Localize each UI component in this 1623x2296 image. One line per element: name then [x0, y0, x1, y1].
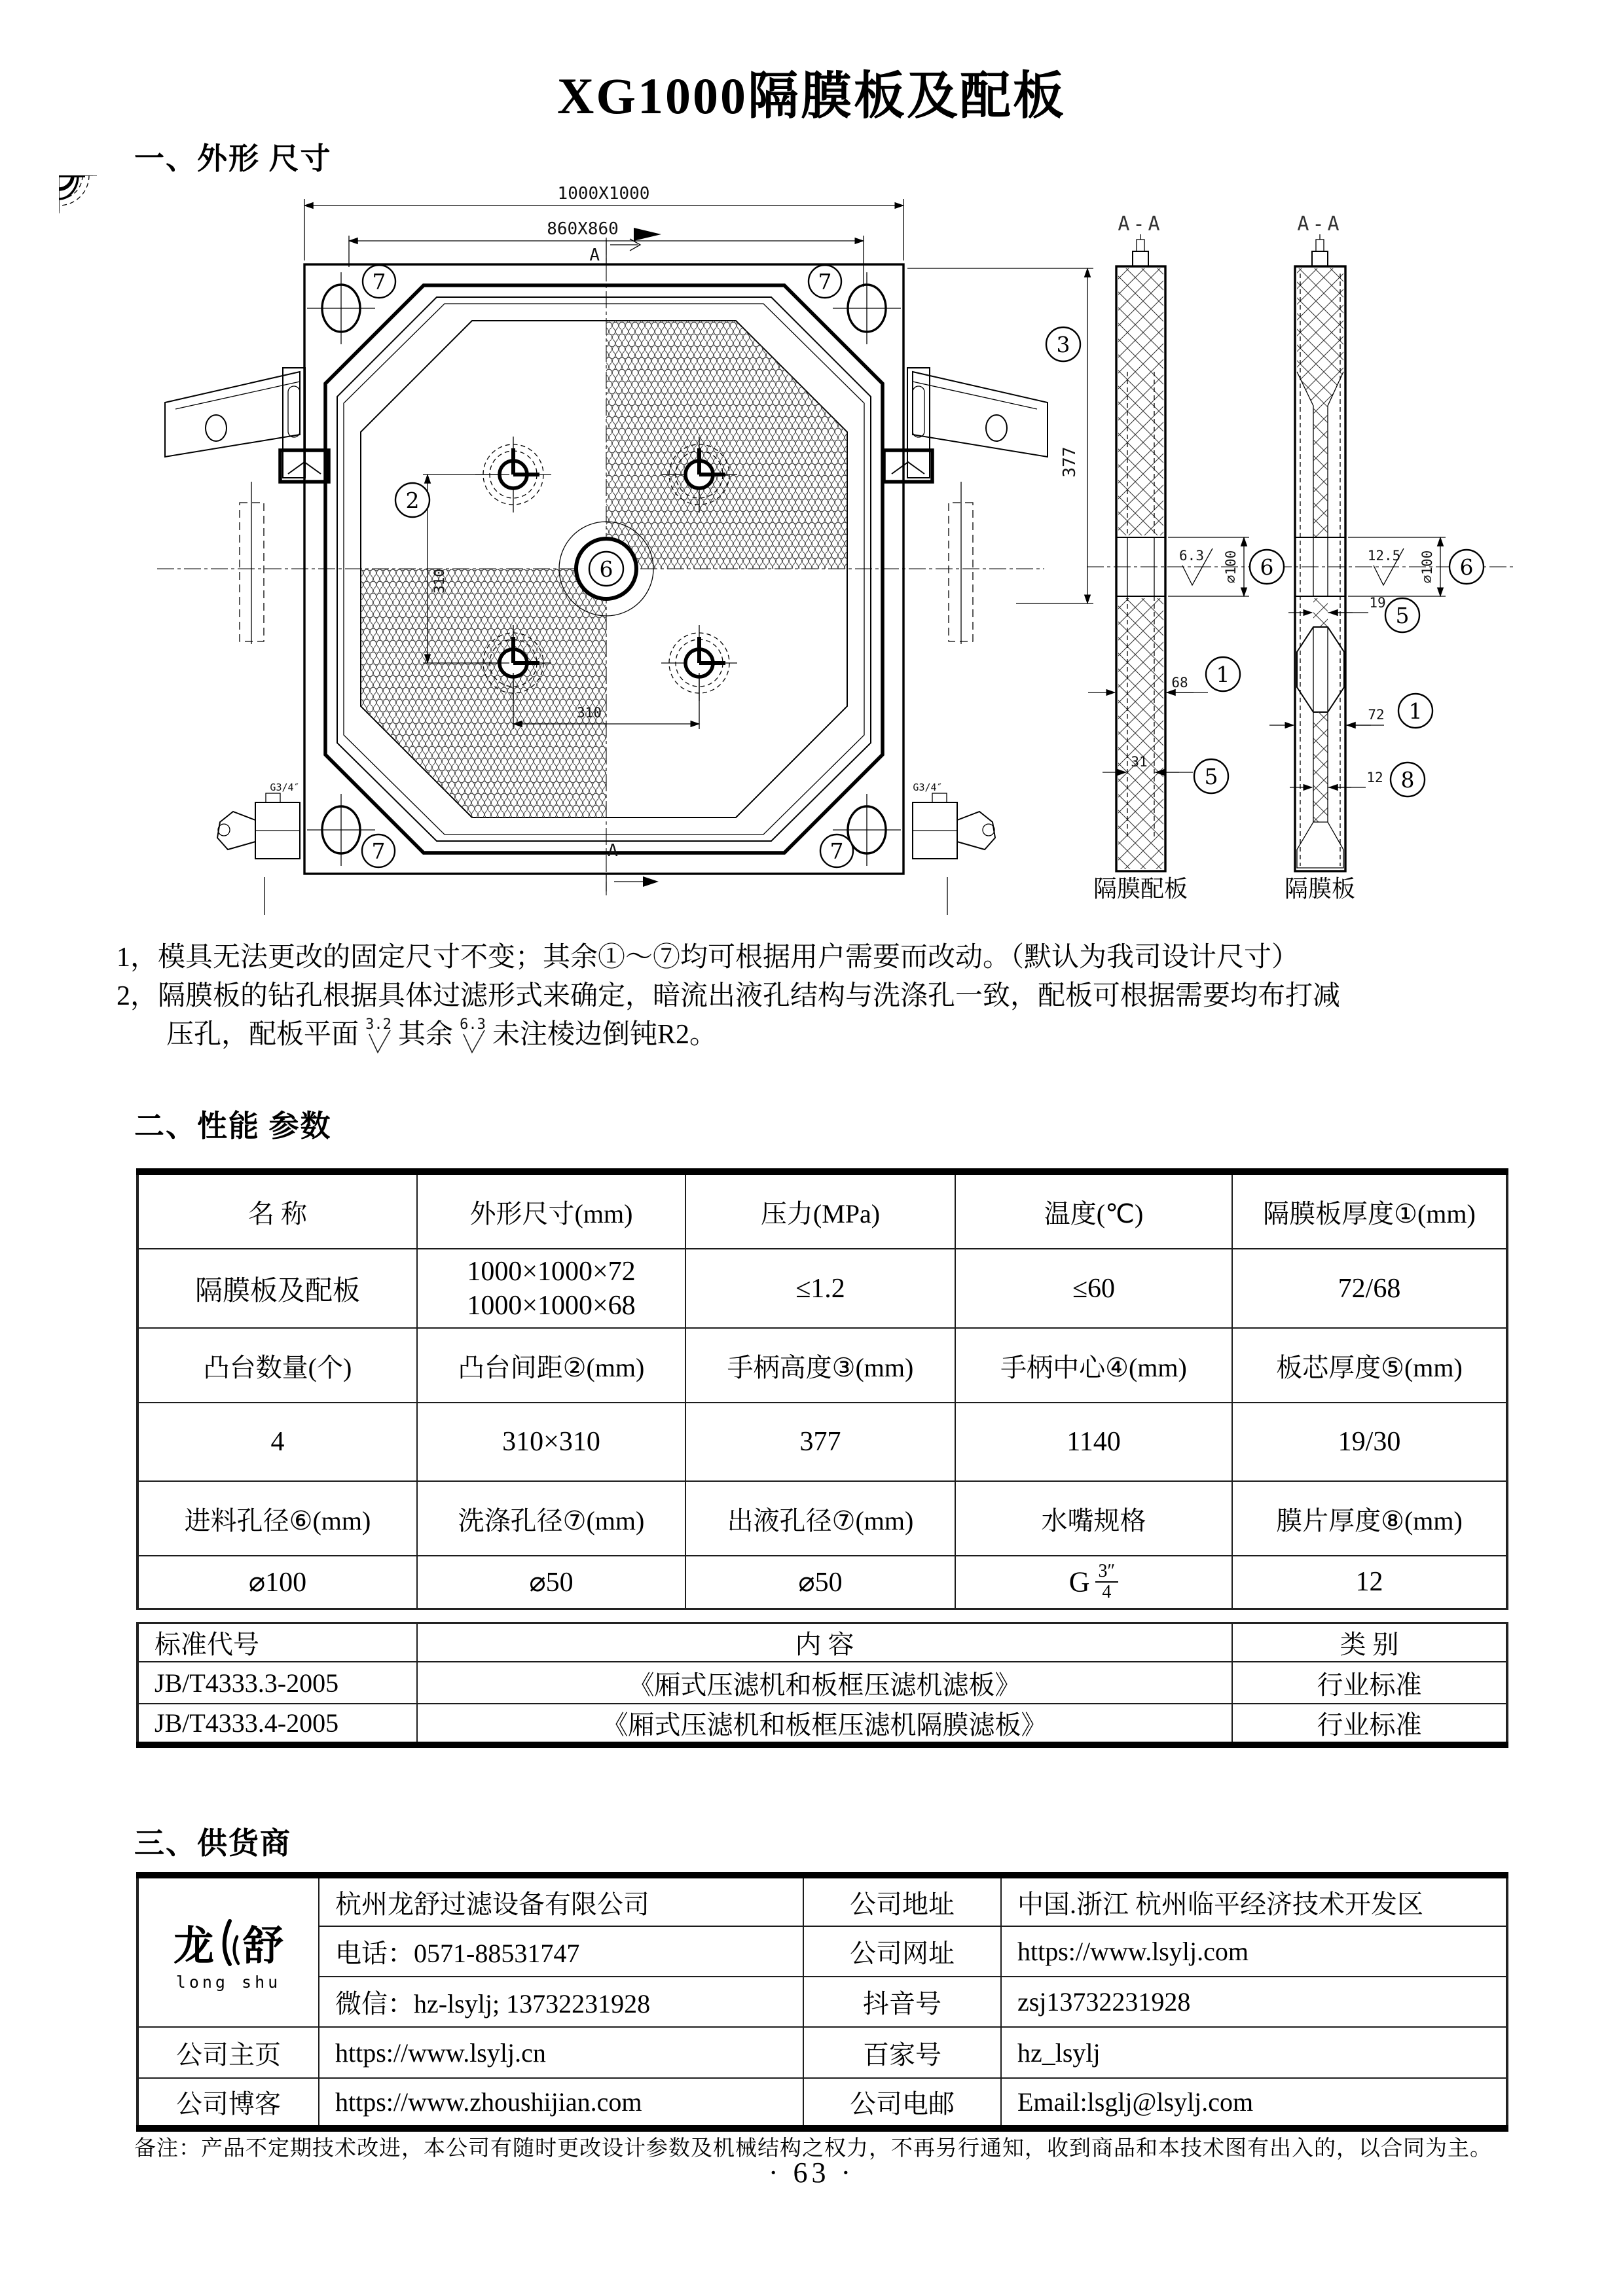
- parameter-table: [136, 1168, 1508, 1610]
- svg-text:2: 2: [405, 488, 420, 513]
- param-header-cell: 膜片厚度⑧(mm): [1232, 1481, 1507, 1556]
- section-mark-bottom: [606, 841, 659, 891]
- param-header-cell: 凸台数量(个): [137, 1328, 417, 1403]
- logo-char: 龙: [173, 1924, 214, 1969]
- param-header-cell: 手柄高度③(mm): [685, 1328, 955, 1403]
- balloon-5: [1194, 759, 1228, 793]
- balloon-6: [589, 552, 623, 586]
- balloon-3: [1046, 327, 1080, 361]
- phone-value: 电话：0571-88531747: [319, 1926, 803, 1977]
- douyin-value: zsj13732231928: [1001, 1977, 1507, 2027]
- svg-text:68: 68: [1171, 675, 1188, 691]
- std-content-cell: 《厢式压滤机和板框压滤机滤板》: [417, 1662, 1232, 1704]
- table-row: [137, 2027, 1507, 2078]
- logo-swoosh-icon: [215, 1918, 242, 1967]
- company-name: 杭州龙舒过滤设备有限公司: [319, 1875, 803, 1926]
- svg-text:A-A: A-A: [1118, 213, 1163, 236]
- homepage-value: https://www.lsylj.cn: [319, 2027, 803, 2078]
- svg-text:A-A: A-A: [1297, 213, 1343, 236]
- svg-text:⌀100: ⌀100: [1223, 550, 1239, 584]
- nozzle-spec-left: G3/4″: [270, 781, 300, 793]
- surface-finish-icon: [457, 1017, 488, 1056]
- section-heading-dimensions: 一、外形 尺寸: [134, 142, 332, 175]
- douyin-label: 抖音号: [803, 1977, 1001, 2027]
- svg-text:⌀100: ⌀100: [1419, 550, 1435, 584]
- param-header-cell: 进料孔径⑥(mm): [137, 1481, 417, 1556]
- param-value-cell: 1140: [955, 1403, 1232, 1481]
- svg-text:6: 6: [599, 556, 613, 582]
- svg-text:72: 72: [1368, 707, 1385, 723]
- standards-table: [136, 1622, 1508, 1748]
- std-code-cell: JB/T4333.4-2005: [137, 1704, 417, 1745]
- std-header-cell: 内 容: [417, 1623, 1232, 1662]
- std-category-cell: 行业标准: [1232, 1662, 1507, 1704]
- balloon-8: [1391, 762, 1425, 797]
- website-label: 公司网址: [803, 1926, 1001, 1977]
- svg-text:310: 310: [577, 705, 602, 721]
- table-row: [137, 1875, 1507, 1926]
- param-value-cell: ≤1.2: [685, 1249, 955, 1328]
- balloon-5: [1385, 598, 1419, 632]
- section-view-plain-plate: [1088, 213, 1249, 902]
- note-line-3-post: 未注棱边倒钝R2。: [492, 1020, 718, 1050]
- svg-text:31: 31: [1131, 754, 1148, 770]
- param-header-cell: 洗涤孔径⑦(mm): [417, 1481, 685, 1556]
- param-header-cell: 出液孔径⑦(mm): [685, 1481, 955, 1556]
- svg-text:8: 8: [1400, 767, 1415, 793]
- svg-text:6: 6: [1260, 554, 1274, 580]
- svg-text:A: A: [589, 245, 600, 265]
- param-value-cell: [417, 1249, 685, 1328]
- param-value-cell: ⌀50: [685, 1556, 955, 1609]
- table-row: [137, 1977, 1507, 2027]
- param-value-cell: ⌀50: [417, 1556, 685, 1609]
- svg-text:3: 3: [1056, 332, 1070, 357]
- param-header-cell: 板芯厚度⑤(mm): [1232, 1328, 1507, 1403]
- param-value-cell: 310×310: [417, 1403, 685, 1481]
- drawing-notes: [117, 939, 1577, 1056]
- svg-text:7: 7: [818, 269, 832, 295]
- supplier-table: [136, 1872, 1508, 2132]
- balloon-1: [1206, 657, 1240, 691]
- logo-subtext: long shu: [175, 1973, 282, 1992]
- table-row: [137, 1704, 1507, 1745]
- svg-text:6.3: 6.3: [1179, 548, 1204, 564]
- email-value: Email:lsglj@lsylj.com: [1001, 2078, 1507, 2128]
- svg-text:5: 5: [1395, 603, 1410, 628]
- table-row: [137, 1481, 1507, 1556]
- note-line-3-mid: 其余: [398, 1020, 454, 1050]
- outline-dimension-drawing: [59, 175, 1591, 915]
- company-logo: [137, 1875, 319, 2027]
- param-header-cell: 温度(℃): [955, 1172, 1232, 1249]
- param-header-cell: 名 称: [137, 1172, 417, 1249]
- svg-text:7: 7: [372, 269, 386, 295]
- svg-text:1: 1: [1216, 662, 1230, 687]
- section-mark-top: [589, 239, 640, 265]
- table-row: [137, 1556, 1507, 1609]
- param-header-cell: 外形尺寸(mm): [417, 1172, 685, 1249]
- surface-finish-icon: [363, 1017, 394, 1056]
- balloon-7: [809, 265, 841, 298]
- param-value-cell: 12: [1232, 1556, 1507, 1609]
- svg-text:860X860: 860X860: [547, 219, 619, 239]
- param-value-cell: ⌀100: [137, 1556, 417, 1609]
- std-category-cell: 行业标准: [1232, 1704, 1507, 1745]
- footer-remark: 备注：产品不定期技术改进，本公司有随时更改设计参数及机械结构之权力，不再另行通知，收到商品和本技术图有出入的，以合同为主。: [134, 2137, 1492, 2161]
- email-label: 公司电邮: [803, 2078, 1001, 2128]
- baijia-label: 百家号: [803, 2027, 1001, 2078]
- balloon-2: [395, 483, 429, 517]
- balloon-7: [362, 834, 395, 867]
- svg-text:19: 19: [1369, 595, 1386, 611]
- svg-text:A: A: [608, 841, 618, 861]
- table-row: [137, 1623, 1507, 1662]
- nozzle-prefix: G: [1068, 1566, 1090, 1598]
- size-line: 1000×1000×72: [467, 1256, 636, 1287]
- param-value-cell: 377: [685, 1403, 955, 1481]
- svg-text:3.2: 3.2: [365, 1017, 392, 1033]
- section-heading-supplier: 三、供货商: [134, 1827, 291, 1860]
- param-value-cell-nozzle: [955, 1556, 1232, 1609]
- svg-text:310: 310: [431, 569, 447, 594]
- table-row: [137, 1662, 1507, 1704]
- homepage-label: 公司主页: [137, 2027, 319, 2078]
- size-line: 1000×1000×68: [467, 1290, 636, 1321]
- svg-text:5: 5: [1204, 764, 1218, 789]
- table-row: [137, 2078, 1507, 2128]
- section-view-diaphragm-plate: [1269, 213, 1446, 902]
- nozzle-spec-right: G3/4″: [913, 781, 943, 793]
- right-section-title: 隔膜板: [1284, 876, 1356, 902]
- svg-text:6: 6: [1459, 554, 1474, 580]
- param-value-cell: 4: [137, 1403, 417, 1481]
- table-row: [137, 1403, 1507, 1481]
- param-value-cell: 19/30: [1232, 1403, 1507, 1481]
- wechat-value: 微信：hz-lsylj; 13732231928: [319, 1977, 803, 2027]
- section-heading-parameters: 二、性能 参数: [134, 1109, 332, 1143]
- std-header-cell: 标准代号: [137, 1623, 417, 1662]
- table-row: [137, 1249, 1507, 1328]
- param-value-cell: ≤60: [955, 1249, 1232, 1328]
- param-header-cell: 隔膜板厚度①(mm): [1232, 1172, 1507, 1249]
- std-header-cell: 类 别: [1232, 1623, 1507, 1662]
- baijia-value: hz_lsylj: [1001, 2027, 1507, 2078]
- svg-text:12.5: 12.5: [1367, 548, 1401, 564]
- svg-text:1: 1: [1408, 698, 1423, 724]
- balloon-1: [1398, 694, 1432, 728]
- logo-char: 舒: [243, 1924, 284, 1969]
- param-header-cell: 水嘴规格: [955, 1481, 1232, 1556]
- balloon-6: [1250, 550, 1284, 584]
- address-value: 中国.浙江 杭州临平经济技术开发区: [1001, 1875, 1507, 1926]
- std-code-cell: JB/T4333.3-2005: [137, 1662, 417, 1704]
- note-line-3-pre: 压孔，配板平面: [166, 1020, 359, 1050]
- nozzle-fraction: $\frac{3''}{4}$: [1095, 1562, 1119, 1602]
- table-row: [137, 1172, 1507, 1249]
- svg-text:377: 377: [1060, 446, 1080, 478]
- blog-value: https://www.zhoushijian.com: [319, 2078, 803, 2128]
- dim-handle-height: [907, 268, 1093, 603]
- balloon-7: [363, 265, 395, 298]
- left-section-title: 隔膜配板: [1093, 876, 1188, 902]
- note-line-3: [166, 1016, 1577, 1056]
- param-header-cell: 手柄中心④(mm): [955, 1328, 1232, 1403]
- svg-text:1000X1000: 1000X1000: [557, 184, 650, 204]
- svg-text:12: 12: [1366, 770, 1383, 785]
- handle-right: [884, 368, 1048, 859]
- balloon-6: [1450, 550, 1484, 584]
- svg-text:7: 7: [371, 838, 386, 864]
- website-value: https://www.lsylj.com: [1001, 1926, 1507, 1977]
- svg-text:7: 7: [830, 838, 844, 864]
- table-row: [137, 1926, 1507, 1977]
- page-title: XG1000隔膜板及配板: [556, 67, 1066, 124]
- note-line-2: 2，隔膜板的钻孔根据具体过滤形式来确定，暗流出液孔结构与洗涤孔一致，配板可根据需要均布打减: [117, 981, 1341, 1011]
- param-header-cell: 凸台间距②(mm): [417, 1328, 685, 1403]
- svg-text:6.3: 6.3: [460, 1017, 486, 1033]
- param-header-cell: 压力(MPa): [685, 1172, 955, 1249]
- balloon-7: [820, 834, 853, 867]
- std-content-cell: 《厢式压滤机和板框压滤机隔膜滤板》: [417, 1704, 1232, 1745]
- table-row: [137, 1328, 1507, 1403]
- param-value-cell: 72/68: [1232, 1249, 1507, 1328]
- param-value-cell: 隔膜板及配板: [137, 1249, 417, 1328]
- note-line-1: 1，模具无法更改的固定尺寸不变；其余①～⑦均可根据用户需要而改动。（默认为我司设计尺寸）: [117, 942, 1300, 973]
- address-label: 公司地址: [803, 1875, 1001, 1926]
- blog-label: 公司博客: [137, 2078, 319, 2128]
- page-number: · 63 ·: [768, 2157, 855, 2189]
